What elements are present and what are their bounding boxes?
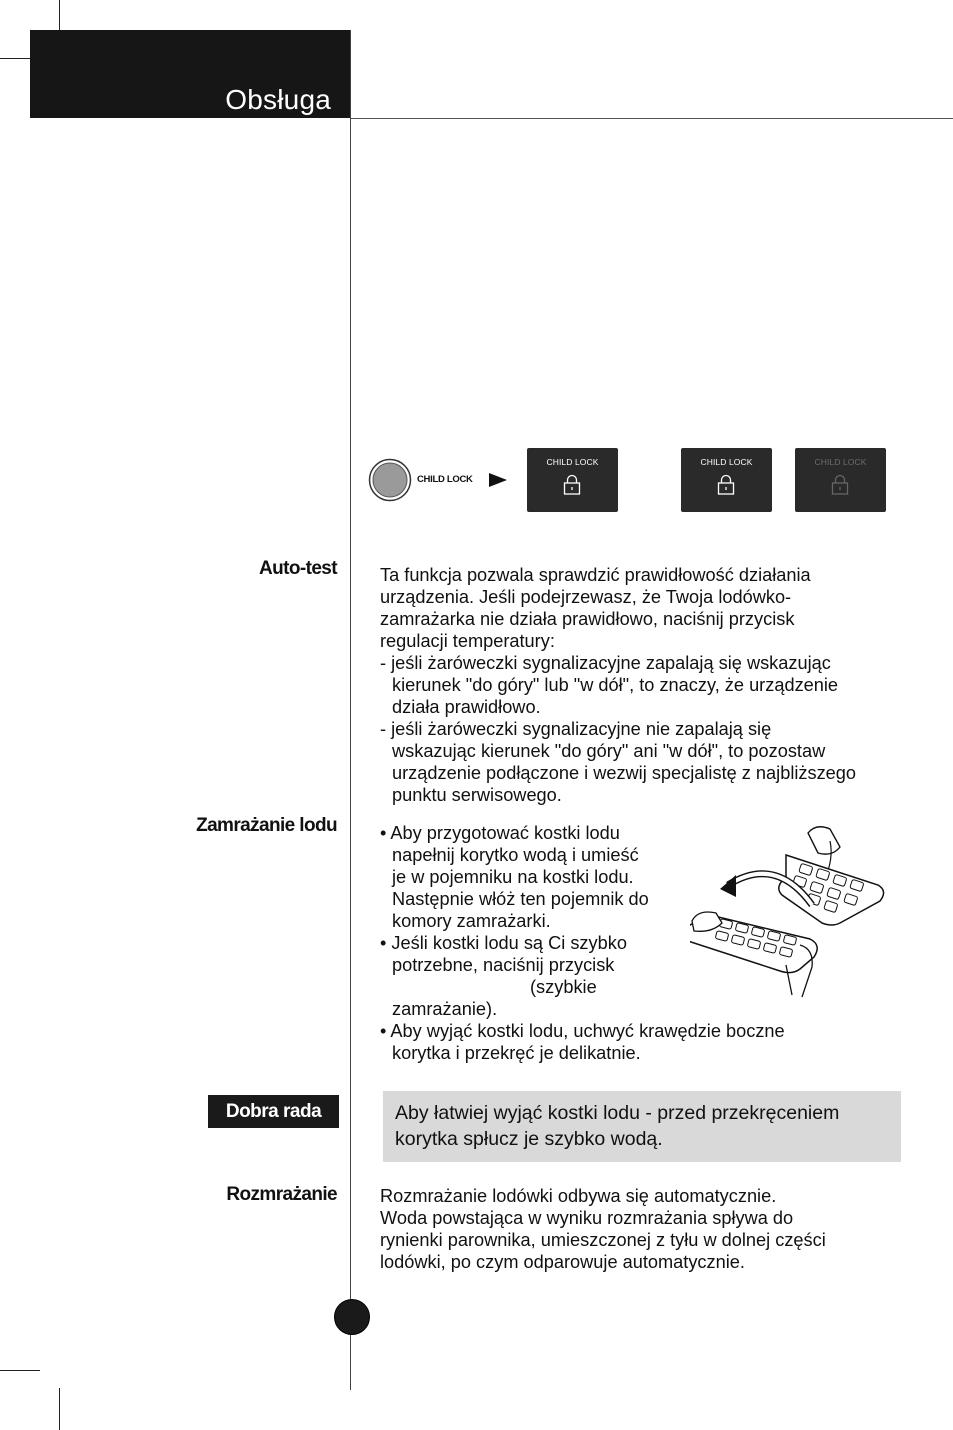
padlock-icon (831, 474, 849, 496)
crop-mark (59, 0, 60, 30)
crop-mark (0, 1370, 40, 1371)
text-line: (szybkie (530, 977, 597, 997)
text-line: urządzenie podłączone i wezwij specjalistę z najbliższego (392, 763, 857, 783)
text-line: wskazując kierunek "do góry" ani "w dół", to pozostaw (392, 741, 826, 761)
tip-label: Dobra rada (208, 1095, 339, 1128)
text-line: lodówki, po czym odparowuje automatycznie. (380, 1252, 745, 1272)
auto-test-text (380, 564, 856, 806)
page-marker-dot (334, 1299, 370, 1335)
text-line: Woda powstająca w wyniku rozmrażania spływa do (380, 1208, 794, 1228)
text-line: zamrażarka nie działa prawidłowo, naciśnij przycisk (380, 609, 795, 629)
text-line: regulacji temperatury: (380, 631, 555, 651)
child-lock-panel-on (527, 448, 618, 512)
text-line: komory zamrażarki. (392, 911, 551, 931)
text-line: Następnie włóż ten pojemnik do (392, 889, 649, 909)
crop-mark (59, 1388, 60, 1430)
text-line: je w pojemniku na kostki lodu. (392, 867, 634, 887)
padlock-icon (563, 474, 581, 496)
panel-label: CHILD LOCK (546, 457, 599, 467)
tip-text (395, 1100, 839, 1152)
text-line: urządzenia. Jeśli podejrzewasz, że Twoja lodówko- (380, 587, 792, 607)
text-line: napełnij korytko wodą i umieść (392, 845, 639, 865)
text-line: Ta funkcja pozwala sprawdzić prawidłowość działania (380, 565, 811, 585)
text-line: • Aby przygotować kostki lodu (380, 823, 620, 843)
text-line: kierunek "do góry" lub "w dół", to znaczy, że urządzenie (392, 675, 839, 695)
header-rule (351, 118, 953, 119)
child-lock-button-label: CHILD LOCK (417, 474, 473, 485)
round-button-icon (368, 458, 412, 502)
child-lock-panel-off (795, 448, 886, 512)
text-line: potrzebne, naciśnij przycisk (392, 955, 615, 975)
page-title: Obsługa (225, 84, 331, 115)
header-bar (30, 30, 351, 118)
text-line: korytka spłucz je szybko wodą. (395, 1128, 663, 1150)
text-line: punktu serwisowego. (392, 785, 562, 805)
child-lock-panel-on (681, 448, 772, 512)
tip-box (383, 1091, 901, 1162)
text-line: • Jeśli kostki lodu są Ci szybko (380, 933, 627, 953)
text-line: - jeśli żaróweczki sygnalizacyjne nie zapalają się (380, 719, 772, 739)
text-line: - jeśli żaróweczki sygnalizacyjne zapalają się wskazując (380, 653, 831, 673)
play-arrow-icon (488, 472, 508, 488)
text-line: Aby łatwiej wyjąć kostki lodu - przed przekręceniem (395, 1102, 840, 1124)
text-line: korytka i przekręć je delikatnie. (392, 1043, 641, 1063)
text-line: Rozmrażanie lodówki odbywa się automatycznie. (380, 1186, 777, 1206)
column-divider (350, 30, 351, 1390)
ice-tray-illustration (690, 815, 900, 1000)
text-line: rynienki parownika, umieszczonej z tyłu w dolnej części (380, 1230, 826, 1250)
panel-label: CHILD LOCK (700, 457, 753, 467)
text-line: zamrażanie). (392, 999, 498, 1019)
crop-mark (0, 58, 30, 59)
padlock-icon (717, 474, 735, 496)
section-label-ice: Zamrażanie lodu (196, 815, 337, 836)
defrost-text (380, 1185, 826, 1273)
text-line: działa prawidłowo. (392, 697, 541, 717)
section-label-auto-test: Auto-test (259, 558, 337, 579)
panel-label: CHILD LOCK (814, 457, 867, 467)
section-label-defrost: Rozmrażanie (226, 1184, 337, 1205)
text-line: • Aby wyjąć kostki lodu, uchwyć krawędzie boczne (380, 1021, 785, 1041)
